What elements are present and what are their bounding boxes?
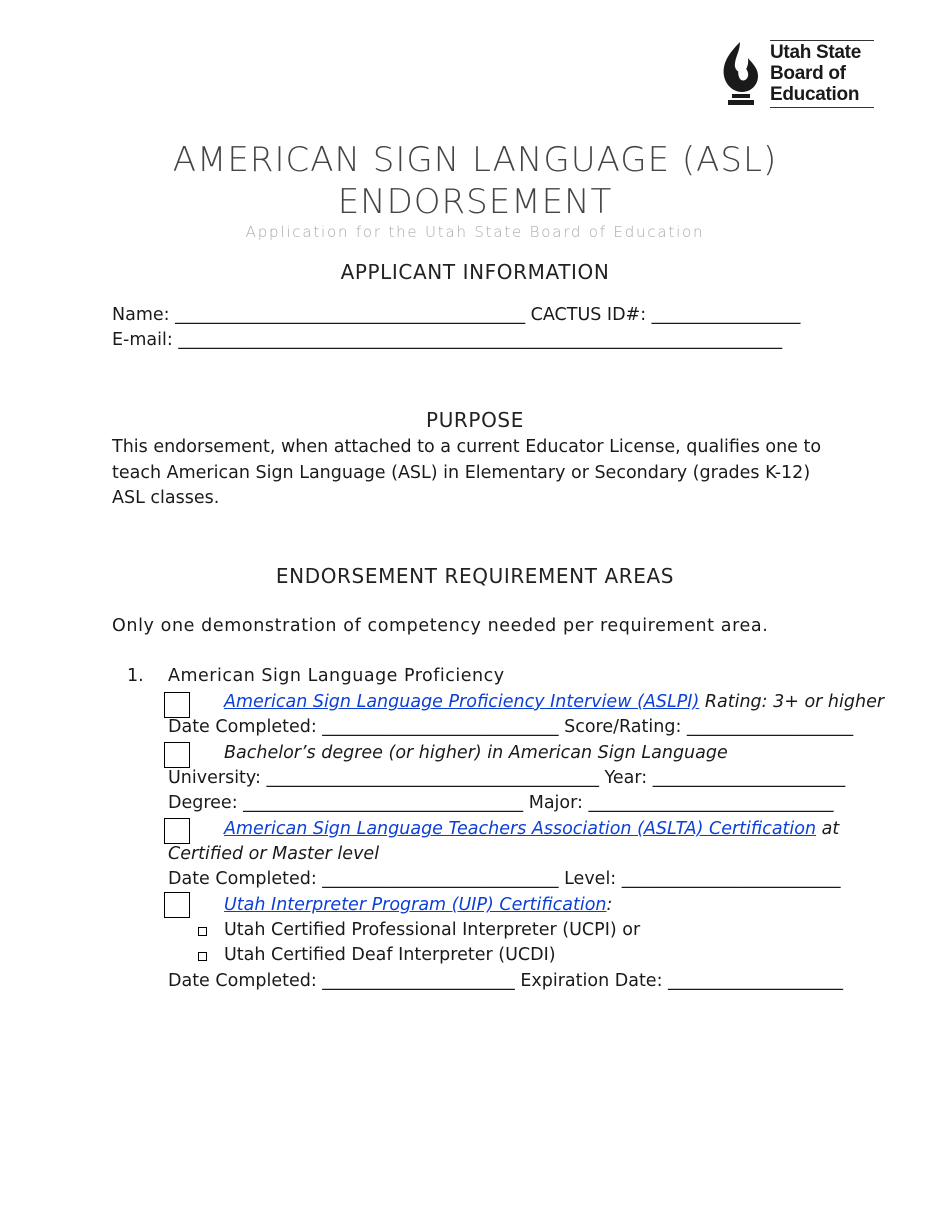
degree-major-fields[interactable]: Degree: ________________________________ Major: ____________________________	[168, 793, 834, 813]
flame-icon	[718, 38, 764, 108]
uip-fields[interactable]: Date Completed: ______________________ Expiration Date: ____________________	[168, 971, 844, 991]
aslpi-rating: Rating: 3+ or higher	[699, 692, 885, 712]
logo-line-3: Education	[770, 84, 860, 105]
requirements-heading: ENDORSEMENT REQUIREMENT AREAS	[275, 564, 675, 588]
aslpi-link[interactable]: American Sign Language Proficiency Interview (ASLPI)	[224, 692, 700, 712]
aslpi-checkbox[interactable]	[164, 692, 190, 718]
page-title-line-1: AMERICAN SIGN LANGUAGE (ASL)	[172, 140, 778, 180]
aslta-checkbox[interactable]	[164, 818, 190, 844]
logo-line-2: Board of	[770, 63, 846, 84]
requirements-note: Only one demonstration of competency needed per requirement area.	[112, 616, 769, 636]
aslta-fields[interactable]: Date Completed: ___________________________ Level: _________________________	[168, 869, 841, 889]
logo-line-1: Utah State	[770, 42, 861, 63]
university-year-fields[interactable]: University: ______________________________________ Year: ______________________	[168, 768, 846, 788]
purpose-heading: PURPOSE	[426, 408, 524, 432]
uip-link[interactable]: Utah Interpreter Program (UIP) Certification	[224, 895, 607, 915]
aslta-level-text: Certified or Master level	[168, 844, 380, 864]
page-title-line-2: ENDORSEMENT	[337, 182, 613, 222]
aslpi-option	[224, 692, 884, 712]
uip-option	[224, 895, 612, 915]
item-number: 1.	[127, 666, 144, 686]
bachelors-checkbox[interactable]	[164, 742, 190, 768]
email-field[interactable]: E-mail: _____________________________________________________________________	[112, 330, 783, 350]
ucpi-option: Utah Certified Professional Interpreter (UCPI) or	[224, 920, 641, 940]
usbe-logo	[718, 38, 878, 110]
aslta-option	[224, 819, 839, 839]
aslta-at: at	[816, 819, 840, 839]
ucdi-option: Utah Certified Deaf Interpreter (UCDI)	[224, 945, 556, 965]
ucdi-checkbox[interactable]	[198, 952, 207, 961]
name-cactus-field[interactable]: Name: ________________________________________ CACTUS ID#: _________________	[112, 305, 801, 325]
applicant-heading: APPLICANT INFORMATION	[340, 260, 610, 284]
aslpi-fields[interactable]: Date Completed: ___________________________ Score/Rating: ___________________	[168, 717, 854, 737]
uip-checkbox[interactable]	[164, 892, 190, 918]
ucpi-checkbox[interactable]	[198, 927, 207, 936]
logo-bottom-rule	[770, 107, 874, 108]
item-title: American Sign Language Proficiency	[168, 666, 505, 686]
logo-text	[770, 42, 861, 105]
purpose-text: This endorsement, when attached to a current Educator License, qualifies one to teach American Sign Language (ASL) in Elementary or Secondary (grades K-12) ASL classes.	[112, 437, 822, 508]
uip-colon: :	[606, 895, 613, 915]
aslta-link[interactable]: American Sign Language Teachers Association (ASLTA) Certification	[224, 819, 817, 839]
bachelors-option: Bachelor’s degree (or higher) in American Sign Language	[224, 743, 728, 763]
page-subtitle: Application for the Utah State Board of Education	[245, 223, 705, 241]
logo-top-rule	[770, 40, 874, 41]
